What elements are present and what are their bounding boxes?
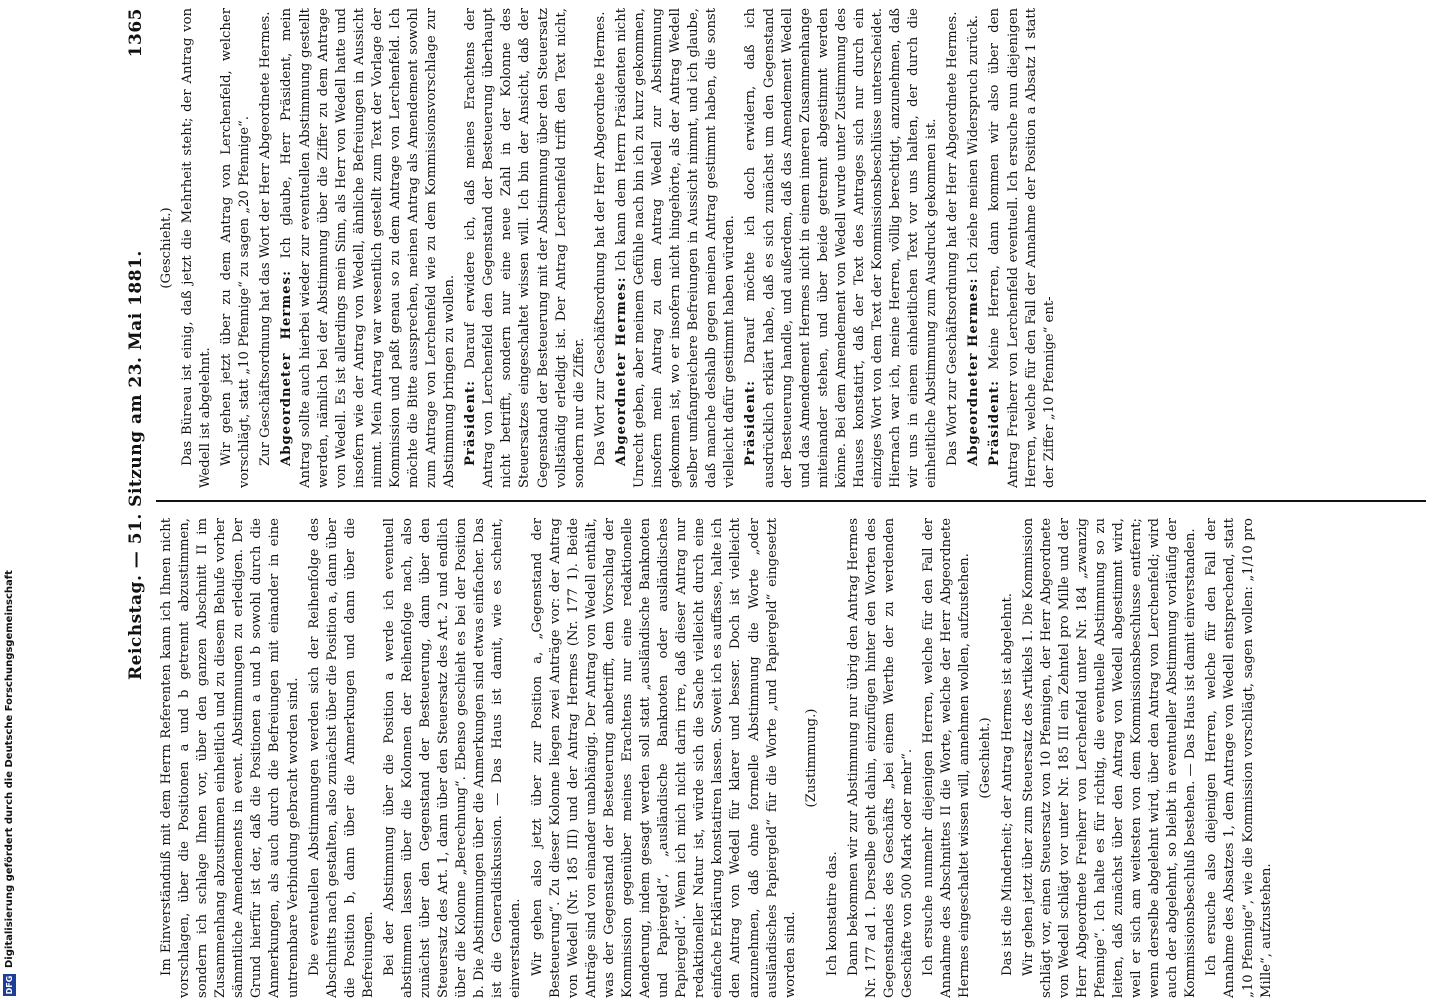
paragraph [592, 8, 610, 488]
paragraph-text: Das Wort zur Geschäftsordnung hat der Herr Abgeordnete Hermes. [592, 11, 608, 466]
paragraph-text: Ich ersuche also diejenigen Herren, welche für den Fall der Annahme des Absatzes 1, dem Antrage von Wedell entsprechend, statt „10 Pfennige“, wie die Kommission vorschlägt, sagen wollen: „1/10 pro Mille“, aufzustehen. [1204, 518, 1274, 998]
paragraph-text: Das Büreau ist einig, daß jetzt die Mehrheit steht; der Antrag von Wedell ist abgelehnt. [180, 8, 214, 488]
speaker-name: Abgeordneter Hermes: [613, 276, 629, 466]
paragraph [1203, 518, 1275, 998]
paragraph [965, 8, 983, 488]
paragraph [529, 518, 800, 998]
paragraph-text: Ich glaube, Herr Präsident, mein Antrag sollte auch hierbei wieder zur eventuellen Abstimmung gestellt werden, nämlich bei der Abstimmung über die Ziffer zu dem Antrage von Wedell. Es ist allerdings mein Sinn, als Herr von Wedell hatte und insofern wie der Antrag von Wedell, ähnliche Befreiungen in Aussicht nimmt. Mein Antrag war wesentlich gestellt zum Text der Vorlage der Kommission und paßt genau so zu dem Antrage von Lerchenfeld. Ich möchte die Bitte aussprechen, meinen Antrag als Amendement sowohl zum Antrage von Lerchenfeld wie zu dem Kommissionsvorschlage zur Abstimmung bringen zu wollen. [279, 8, 458, 488]
paragraph [158, 518, 303, 998]
paragraph-text: Wir gehen also jetzt über zur Position a, „Gegenstand der Besteuerung“. Zu dieser Kolonne liegen zwei Anträge vor: der Antrag von Wedell (Nr. 185 III) und der Antrag Hermes (Nr. 177 1). Beide Anträge sind von einander unabhängig. Der Antrag von Wedell enthält, was der Gegenstand der Besteuerung anbetrifft, dem Vorschlag der Kommission gegenüber meines Erachtens nur eine redaktionelle Aenderung, indem gesagt werden soll statt „ausländische Banknoten und Papiergeld“, „ausländische Banknoten oder ausländisches Papiergeld“. Wenn ich mich nicht darin irre, daß dieser Antrag nur redaktioneller Natur ist, würde sich die Sache vielleicht durch eine einfache Erklärung konstatiren lassen. Soweit ich es auffasse, halte ich den Antrag von Wedell für klarer und besser. Doch ist vielleicht anzunehmen, daß ohne formelle Abstimmung die Worte „oder ausländisches Papiergeld“ für die Worte „und Papiergeld“ eingesetzt worden sind. [529, 518, 798, 998]
paragraph-text: Darauf erwidere ich, daß meines Erachtens der Antrag von Lerchenfeld den Gegenstand der Besteuerung überhaupt nicht betrifft, sondern nur eine neue Zahl in der Kolonne des Steuersatzes eingeschaltet wissen will. Ich bin der Ansicht, daß der Gegenstand der Besteuerung mit der Abstimmung über den Steuersatz vollständig erledigt ist. Der Antrag Lerchenfeld trifft den Text nicht, sondern nur die Ziffer. [463, 8, 587, 488]
paragraph [986, 8, 1058, 488]
paragraph [1020, 518, 1201, 998]
paragraph-text: Im Einverständniß mit dem Herrn Referenten kann ich Ihnen nicht vorschlagen, über die Positionen a und b getrennt abzustimmen, sondern ich schlage Ihnen vor, über den ganzen Abschnitt II im Zusammenhang abzustimmen einheitlich und zu diesem Behufe vorher sämmtliche Amendements in event. Abstimmungen zu erledigen. Der Grund hierfür ist der, daß die Positionen a und b sowohl durch die Anmerkungen, als auch durch die Befreiungen mit einander in eine untrennbare Verbindung gebracht worden sind. [159, 518, 301, 998]
paragraph [179, 8, 215, 488]
paragraph-text: Dann bekommen wir zur Abstimmung nur übrig den Antrag Hermes Nr. 177 ad 1. Derselbe geht dahin, einzufügen hinter den Worten des Gegenstandes des Geschäfts „bei einem Werthe der zu werdenden Geschäfte von 500 Mark oder mehr“. [845, 518, 916, 998]
paragraph-text: Bei der Abstimmung über die Position a werde ich eventuell abstimmen lassen über die Kolonnen der Reihenfolge nach, also zunächst über den Gegenstand der Besteuerung, dann über den Steuersatz des Art. 1, dann über den Steuersatz des Art. 2 und endlich über die Kolonne „Berechnung“. Ebenso geschieht es bei der Position b. Die Abstimmungen über die Anmerkungen sind etwas einfacher. Das ist die Generaldiskussion. — Das Haus ist damit, wie es scheint, einverstanden. [381, 518, 524, 998]
paragraph [278, 8, 459, 488]
speaker-name: Abgeordneter Hermes: [966, 277, 982, 466]
paragraph-text: Zur Geschäftsordnung hat das Wort der Herr Abgeordnete Hermes. [258, 11, 274, 466]
page-number: 1365 [126, 8, 146, 58]
paragraph [742, 8, 941, 488]
paragraph-text: Ich konstatire das. [824, 851, 840, 976]
paragraph-text: (Geschieht.) [978, 717, 994, 799]
paragraph [920, 518, 974, 998]
paragraph [613, 8, 740, 488]
paragraph [306, 518, 378, 998]
paragraph [824, 518, 842, 998]
running-header-title: Reichstag. — 51. Sitzung am 23. Mai 1881. [126, 250, 146, 680]
text-column-right [158, 8, 1420, 488]
paragraph-text: Ich kann dem Herrn Präsidenten nicht Unrecht geben, aber meinem Gefühle nach bin ich zu kurz gekommen, insofern mein Antrag zu dem Antrag Wedell zur Abstimmung gekommen ist, wo er insofern nicht hingehörte, als der Antrag Wedell selber umfangreichere Befreiungen in Aussicht nimmt, und ich glaube, daß manche deshalb gegen meinen Antrag gestimmt haben, die sonst vielleicht dafür gestimmt haben würden. [613, 8, 738, 488]
paragraph-text: Wir gehen jetzt über zum Steuersatz des Artikels 1. Die Kommission schlägt vor, einen Steuersatz von 10 Pfennigen, der Herr Abgeordnete von Wedell schlägt vor unter Nr. 185 III ein Zehntel pro Mille und der Herr Abgeordnete Freiherr von Lerchenfeld unter Nr. 184 „zwanzig Pfennige“. Ich halte es für richtig, die eventuelle Abstimmung so zu leiten, daß zunächst über den Antrag von Wedell abgestimmt wird, weil er sich am weitesten von dem Kommissionsbeschlusse entfernt; wenn derselbe abgelehnt wird, über den Antrag von Lerchenfeld; wird auch der abgelehnt, so bleibt in eventueller Abstimmung vorläufig der Kommissionsbeschluß bestehen. — Das Haus ist damit einverstanden. [1020, 518, 1199, 998]
paragraph-text: Wir gehen jetzt über zu dem Antrag von Lerchenfeld, welcher vorschlägt, statt „10 Pfennige“ zu sagen „20 Pfennige“. [219, 8, 253, 488]
paragraph [158, 8, 176, 488]
paragraph [218, 8, 254, 488]
paragraph [381, 518, 526, 998]
paragraph [944, 8, 962, 488]
paragraph-text: Meine Herren, dann kommen wir also über den Antrag Freiherr von Lerchenfeld eventuell. Ich ersuche nun diejenigen Herren, welche für den Fall der Annahme der Position a Absatz 1 statt der Ziffer „10 Pfennige“ ent- [987, 8, 1057, 488]
rotated-page [118, 0, 1430, 1000]
running-header [118, 0, 152, 1000]
speaker-name: Präsident: [987, 379, 1003, 466]
column-divider [156, 501, 1426, 503]
text-column-left [158, 518, 1420, 998]
digitization-footer [0, 0, 20, 1000]
paragraph-text: Darauf möchte ich doch erwidern, daß ich ausdrücklich erklärt habe, daß es sich zunächst um den Gegenstand der Besteuerung handle, und außerdem, daß das Amendement Wedell und das Amendement Hermes nicht in einem inneren Zusammenhange miteinander stehen, und über beide getrennt abgestimmt werden könne. Bei dem Amendement von Wedell wurde unter Zustimmung des Hauses konstatirt, daß der Text des Antrages sich nur durch ein einziges Wort von dem Text der Kommissionsbeschlüsse unterscheidet. Hiernach war ich, meine Herren, völlig berechtigt, anzunehmen, daß wir uns in einem einheitlichen Text vor uns halten, der durch die einheitliche Abstimmung zum Ausdruck gekommen ist. [743, 8, 940, 488]
speaker-name: Präsident: [743, 379, 759, 466]
paragraph [462, 8, 589, 488]
paragraph [803, 518, 821, 998]
paragraph-text: Das Wort zur Geschäftsordnung hat der Herr Abgeordnete Hermes. [945, 11, 961, 466]
speaker-name: Präsident: [463, 379, 479, 466]
paragraph-text: Ich ziehe meinen Widerspruch zurück. [966, 15, 982, 274]
footer-text: Digitalisierung gefördert durch die Deutsche Forschungsgemeinschaft [4, 570, 15, 968]
paragraph [257, 8, 275, 488]
paragraph-text: Ich ersuche nunmehr diejenigen Herren, welche für den Fall der Annahme des Abschnittes II die Worte, welche der Herr Abgeordnete Hermes eingeschaltet wissen will, annehmen wollen, aufzustehen. [921, 518, 973, 998]
paragraph [999, 518, 1017, 998]
paragraph-text: Das ist die Minderheit; der Antrag Hermes ist abgelehnt. [999, 592, 1015, 976]
paragraph [977, 518, 995, 998]
speaker-name: Abgeordneter Hermes: [279, 270, 295, 466]
paragraph-text: (Zustimmung.) [803, 708, 819, 808]
paragraph [845, 518, 917, 998]
paragraph-text: (Geschieht.) [159, 207, 174, 289]
dfg-logo: DFG [5, 975, 14, 995]
paragraph-text: Die eventuellen Abstimmungen werden sich der Reihenfolge des Abschnitts nach gestalten, also zunächst über die Position a, dann über die Position b, dann über die Anmerkungen und dann über die Befreiungen. [306, 518, 376, 998]
